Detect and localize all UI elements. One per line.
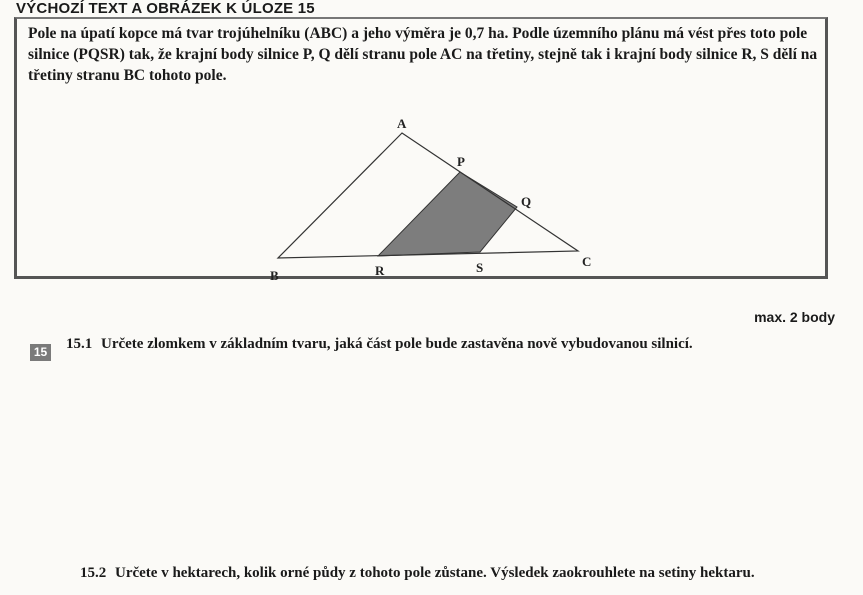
intro-text: Pole na úpatí kopce má tvar trojúhelníku (ABC) a jeho výměra je 0,7 ha. Podle územního plánu má vést přes toto pole silnice (PQSR) tak, že krajní body silnice P, Q dělí stranu pole AC na třetiny, stejně tak i krajní body silnice R, S dělí na třetiny stranu BC tohoto pole. (28, 25, 818, 84)
question-number: 15.1 (66, 336, 93, 352)
label-c: C (582, 254, 592, 269)
question-15-1 (66, 336, 693, 353)
road-pqsr (378, 172, 517, 256)
label-p: P (457, 154, 465, 169)
question-number: 15.2 (80, 565, 107, 581)
question-15-2 (80, 565, 755, 582)
label-b: B (270, 268, 279, 283)
question-text: Určete v hektarech, kolik orné půdy z tohoto pole zůstane. Výsledek zaokrouhlete na setiny hektaru. (115, 565, 755, 581)
task-number-badge: 15 (30, 344, 51, 361)
question-text: Určete zlomkem v základním tvaru, jaká část pole bude zastavěna nově vybudovanou silnicí. (101, 336, 693, 352)
label-s: S (476, 260, 484, 275)
label-a: A (397, 116, 407, 131)
label-r: R (375, 263, 385, 278)
label-q: Q (521, 194, 532, 209)
max-points: max. 2 body (754, 309, 835, 325)
section-heading: VÝCHOZÍ TEXT A OBRÁZEK K ÚLOZE 15 (16, 0, 315, 17)
